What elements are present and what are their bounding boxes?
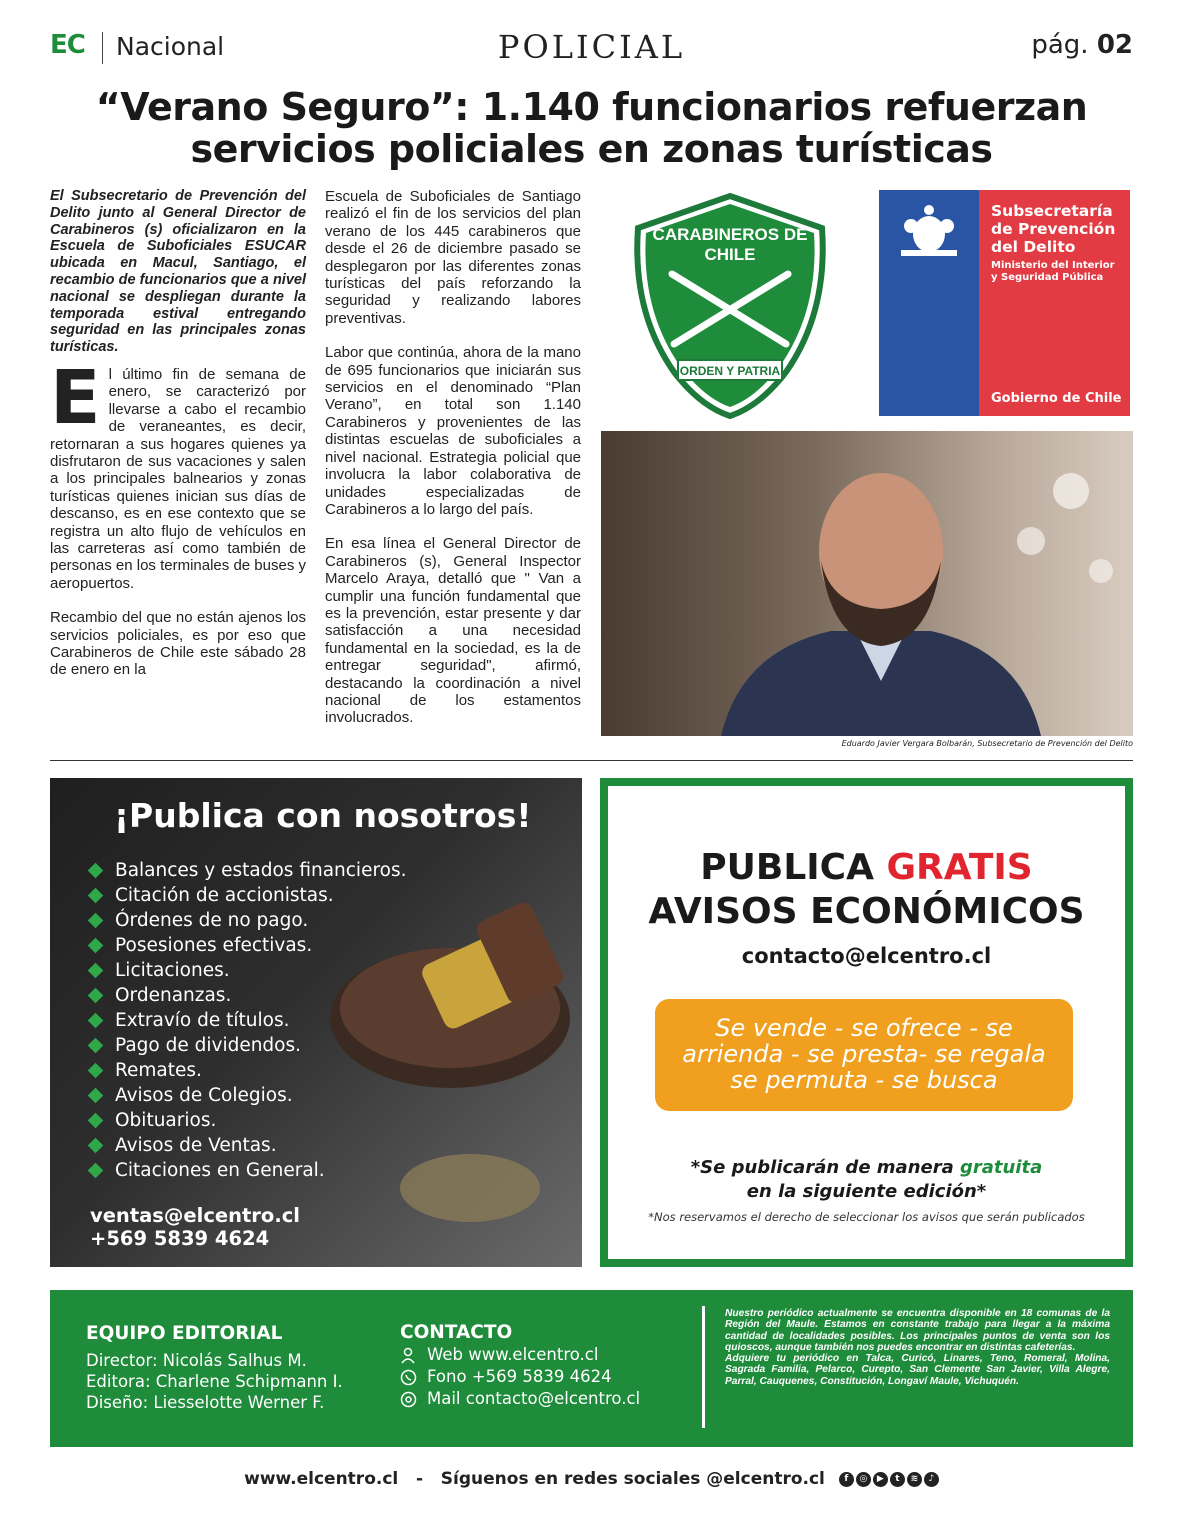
avisos-title-line-2: AVISOS ECONÓMICOS — [648, 891, 1085, 932]
editora-line: Editora: Charlene Schipmann I. — [86, 1372, 343, 1391]
section-label: Nacional — [116, 32, 225, 61]
kicker-title: POLICIAL — [497, 28, 686, 66]
avisos-title — [608, 846, 1125, 934]
footer-divider — [702, 1306, 705, 1428]
bottom-social-text[interactable]: www.elcentro.cl - Síguenos en redes sociales @elcentro.cl — [244, 1469, 825, 1489]
distribution-text-1: Nuestro periódico actualmente se encuentra disponible en 18 comunas de la Región del Maule. Estamos en constante trabajo para llegar a la máxima cantidad de localidades posibles. Los principales puntos de venta son los quioscos, aunque también nos puedes encontrar en distintas cafeterías. — [725, 1308, 1110, 1353]
list-item — [90, 1108, 407, 1133]
page-prefix: pág. — [1031, 30, 1089, 60]
list-item — [90, 1158, 407, 1183]
page-header — [50, 28, 1133, 68]
whatsapp-icon — [400, 1369, 417, 1386]
categories-line-3: se permuta - se busca — [730, 1066, 998, 1094]
list-item-text: Remates. — [115, 1060, 202, 1081]
categories-line-2: arrienda - se presta- se regala — [682, 1040, 1046, 1068]
contact-mail-text: Mail contacto@elcentro.cl — [427, 1389, 641, 1408]
ministry-name — [991, 260, 1127, 284]
list-item — [90, 933, 407, 958]
list-item-text: Licitaciones. — [115, 960, 230, 981]
list-item-text: Obituarios. — [115, 1110, 217, 1131]
avisos-economicos-ad[interactable] — [600, 778, 1133, 1267]
bullet-diamond-icon — [88, 1013, 104, 1029]
avisos-categories-box — [655, 999, 1073, 1111]
tiktok-icon[interactable]: ♪ — [924, 1472, 939, 1487]
bottom-social-line — [0, 1469, 1185, 1489]
publica-title: ¡Publica con nosotros! — [114, 796, 532, 835]
user-icon — [400, 1347, 417, 1364]
article-column-1 — [50, 188, 306, 696]
list-item-text: Avisos de Colegios. — [115, 1085, 293, 1106]
bullet-diamond-icon — [88, 888, 104, 904]
editorial-list — [86, 1350, 343, 1413]
list-item-text: Posesiones efectivas. — [115, 935, 313, 956]
headline — [50, 86, 1133, 170]
gobierno-label: Gobierno de Chile — [991, 391, 1122, 406]
article-paragraph-3: Escuela de Suboficiales de Santiago realizó el fin de los servicios del plan verano de los 445 carabineros que desde el 26 de diciembre pasado se desplegaron por las diferentes zonas turísticas del país reforzando la seguridad y realizando labores preventivas. — [325, 188, 581, 327]
headline-line-2: servicios policiales en zonas turísticas — [190, 127, 993, 171]
avisos-title-gratis: GRATIS — [886, 847, 1033, 888]
carabineros-badge — [626, 192, 834, 420]
article-paragraph-2: Recambio del que no están ajenos los servicios policiales, es por eso que Carabineros de Chile este sábado 28 de enero en la — [50, 609, 306, 679]
subse-line-2: de Prevención — [991, 220, 1116, 238]
list-item-text: Órdenes de no pago. — [115, 910, 309, 931]
editorial-title: EQUIPO EDITORIAL — [86, 1323, 283, 1344]
note-line-1 — [608, 1156, 1125, 1180]
page-number — [1031, 30, 1133, 60]
note-a: *Se publicarán de manera — [690, 1157, 961, 1178]
paragraph-1-text: l último fin de semana de enero, se caracterizó por llevarse a cabo el recambio de veraneantes, es decir, retornaran a sus hogares quienes ya disfrutaron de sus vacaciones y salen a los principales balnearios y zonas turísticas quienes inician sus días de descanso, es en ese contexto que se registra un alto flujo de vehículos en las carreteras así como también de personas en los terminales de buses y aeropuertos. — [50, 365, 306, 592]
spotify-icon[interactable]: ≋ — [907, 1472, 922, 1487]
article-column-2 — [325, 188, 581, 744]
contact-title: CONTACTO — [400, 1322, 513, 1343]
ventas-email-link[interactable]: ventas@elcentro.cl — [90, 1204, 300, 1227]
director-line: Director: Nicolás Salhus M. — [86, 1351, 307, 1370]
twitter-icon[interactable]: t — [890, 1472, 905, 1487]
distribution-note — [725, 1308, 1110, 1387]
list-item — [90, 1133, 407, 1158]
list-item-text: Balances y estados financieros. — [115, 860, 407, 881]
subse-line-1: Subsecretaría — [991, 202, 1113, 220]
headline-line-1: “Verano Seguro”: 1.140 funcionarios refuerzan — [95, 85, 1088, 129]
subsecretaria-logo — [879, 190, 1130, 416]
contacto-email-link[interactable]: contacto@elcentro.cl — [741, 944, 992, 968]
ad-contact-block — [90, 1204, 300, 1250]
youtube-icon[interactable]: ▶ — [873, 1472, 888, 1487]
contact-phone-text: Fono +569 5839 4624 — [427, 1367, 612, 1386]
carabineros-text-1: CARABINEROS DE — [652, 225, 808, 244]
avisos-title-line-1 — [608, 846, 1125, 890]
gratuita-note — [608, 1156, 1125, 1204]
bullet-diamond-icon — [88, 1138, 104, 1154]
list-item — [90, 1008, 407, 1033]
ventas-phone[interactable]: +569 5839 4624 — [90, 1227, 270, 1250]
bullet-diamond-icon — [88, 988, 104, 1004]
at-sign-icon — [400, 1391, 417, 1408]
drop-cap: E — [50, 354, 101, 441]
facebook-icon[interactable]: f — [839, 1472, 854, 1487]
list-item — [90, 883, 407, 908]
coat-of-arms-icon — [879, 190, 979, 280]
contact-mail[interactable] — [400, 1388, 640, 1410]
bullet-diamond-icon — [88, 1088, 104, 1104]
list-item-text: Avisos de Ventas. — [115, 1135, 277, 1156]
bullet-diamond-icon — [88, 913, 104, 929]
contact-list — [400, 1344, 640, 1410]
contact-web[interactable] — [400, 1344, 640, 1366]
article-paragraph-5: En esa línea el General Director de Carabineros (s), General Inspector Marcelo Araya, detalló que " Van a cumplir una función fundamental que es la prevención, estar presente y dar satisfacción a una necesidad fundamental en la sociedad, es la de entregar seguridad", afirmó, destacando la coordinación a nivel nacional de los estamentos involucrados. — [325, 535, 581, 727]
page-number-value: 02 — [1096, 30, 1133, 60]
list-item-text: Citación de accionistas. — [115, 885, 334, 906]
ministry-line-1: Ministerio del Interior — [991, 260, 1115, 271]
list-item-text: Ordenanzas. — [115, 985, 232, 1006]
bullet-diamond-icon — [88, 963, 104, 979]
contact-phone[interactable] — [400, 1366, 640, 1388]
social-icons — [839, 1472, 941, 1487]
list-item — [90, 908, 407, 933]
list-item — [90, 1058, 407, 1083]
article-paragraph-1 — [50, 354, 306, 592]
subsecretary-photo — [601, 431, 1133, 736]
photo-caption: Eduardo Javier Vergara Bolbarán, Subsecretario de Prevención del Delito — [841, 739, 1133, 748]
footer-band — [50, 1290, 1133, 1447]
list-item — [90, 983, 407, 1008]
avisos-title-a: PUBLICA — [700, 847, 887, 888]
distribution-text-2: Adquiere tu periódico en Talca, Curicó, Linares, Teno, Romeral, Molina, Sagrada Familia, Pelarco, Curepto, San Clemente San Javier, Villa Alegre, Parral, Cauquenes, Constitución, Longaví Maule, Vichuquén. — [725, 1353, 1110, 1387]
brand-logo[interactable]: EC — [50, 30, 85, 60]
bullet-diamond-icon — [88, 863, 104, 879]
list-item-text: Extravío de títulos. — [115, 1010, 290, 1031]
service-list — [90, 858, 407, 1183]
subsecretaria-name — [991, 202, 1127, 256]
list-item — [90, 858, 407, 883]
carabineros-motto: ORDEN Y PATRIA — [679, 364, 781, 378]
portrait-illustration — [601, 431, 1133, 736]
list-item-text: Pago de dividendos. — [115, 1035, 302, 1056]
bullet-diamond-icon — [88, 1038, 104, 1054]
diseno-line: Diseño: Liesselotte Werner F. — [86, 1393, 325, 1412]
bullet-diamond-icon — [88, 1063, 104, 1079]
list-item-text: Citaciones en General. — [115, 1160, 325, 1181]
list-item — [90, 1033, 407, 1058]
list-item — [90, 1083, 407, 1108]
article-lead: El Subsecretario de Prevención del Delito junto al General Director de Carabineros (s) oficializaron en la Escuela de Suboficiales ESUCAR ubicada en Macul, Santiago, el recambio de funcionarios que a nivel nacional se despliegan durante la temporada estival entregando seguridad en las principales zonas turísticas. — [50, 188, 306, 356]
note-line-2: en la siguiente edición* — [746, 1181, 987, 1202]
bullet-diamond-icon — [88, 938, 104, 954]
article-paragraph-4: Labor que continúa, ahora de la mano de 695 funcionarios que iniciarán sus servicios en el denominado “Plan Verano”, en total son 1.140 Carabineros y provenientes de las distintas escuelas de suboficiales a nivel nacional. Estrategia policial que involucra la labor colaborativa de unidades especializadas de Carabineros a lo largo del país. — [325, 344, 581, 518]
list-item — [90, 958, 407, 983]
note-gratuita: gratuita — [960, 1157, 1043, 1178]
ministry-line-2: y Seguridad Pública — [991, 272, 1104, 283]
contact-web-text: Web www.elcentro.cl — [427, 1345, 599, 1364]
section-divider — [50, 760, 1133, 761]
fine-print: *Nos reservamos el derecho de seleccionar los avisos que serán publicados — [648, 1210, 1085, 1224]
instagram-icon[interactable]: ◎ — [856, 1472, 871, 1487]
bullet-diamond-icon — [88, 1163, 104, 1179]
subse-line-3: del Delito — [991, 238, 1076, 256]
carabineros-text-2: CHILE — [704, 245, 756, 264]
publica-ad[interactable] — [50, 778, 582, 1267]
bullet-diamond-icon — [88, 1113, 104, 1129]
subsecretaria-blue-band — [879, 190, 979, 416]
categories-line-1: Se vende - se ofrece - se — [715, 1014, 1013, 1042]
